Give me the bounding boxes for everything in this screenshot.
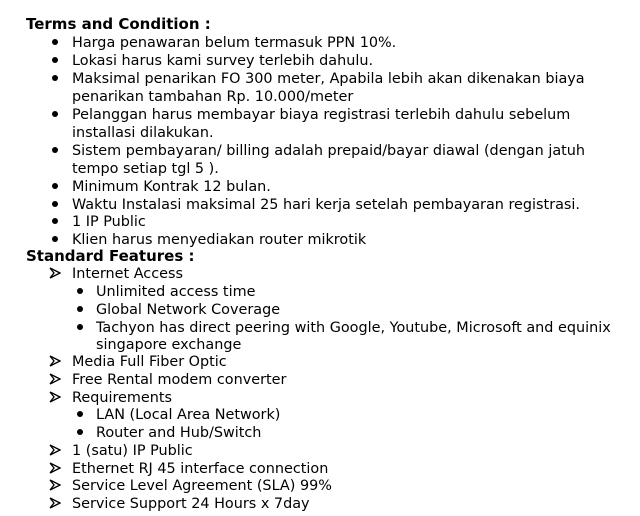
feature-requirements: Requirements (72, 390, 173, 406)
terms-item-5-line-1: Sistem pembayaran/ billing adalah prepaid/bayar diawal (dengan jatuh (72, 143, 586, 159)
terms-item-3-line-1: Maksimal penarikan FO 300 meter, Apabila lebih akan dikenakan biaya (72, 71, 585, 87)
requirements-subitem-1: LAN (Local Area Network) (96, 407, 281, 423)
terms-item-6: Minimum Kontrak 12 bulan. (72, 179, 271, 195)
internet-subitem-3-line-2: singapore exchange (96, 337, 242, 353)
bullet-icon (47, 70, 63, 88)
features-heading: Standard Features : (26, 247, 195, 265)
bullet-icon (47, 178, 63, 196)
arrow-bullet-icon (47, 495, 63, 513)
bullet-icon (72, 424, 88, 442)
bullet-icon (47, 52, 63, 70)
terms-item-9: Klien harus menyediakan router mikrotik (72, 232, 367, 248)
bullet-icon (72, 283, 88, 301)
terms-item-8: 1 IP Public (72, 214, 146, 230)
internet-subitem-3-line-1: Tachyon has direct peering with Google, Youtube, Microsoft and equinix (96, 320, 611, 336)
arrow-bullet-icon (47, 442, 63, 460)
feature-rental: Free Rental modem converter (72, 372, 287, 388)
bullet-icon (47, 106, 63, 124)
terms-item-1: Harga penawaran belum termasuk PPN 10%. (72, 35, 397, 51)
terms-heading: Terms and Condition : (26, 15, 211, 33)
terms-item-2: Lokasi harus kami survey terlebih dahulu. (72, 53, 374, 69)
bullet-icon (47, 34, 63, 52)
terms-item-5-line-2: tempo setiap tgl 5 ). (72, 161, 219, 177)
arrow-bullet-icon (47, 460, 63, 478)
feature-internet-access: Internet Access (72, 266, 183, 282)
feature-ip: 1 (satu) IP Public (72, 443, 193, 459)
internet-subitem-1: Unlimited access time (96, 284, 256, 300)
feature-media: Media Full Fiber Optic (72, 354, 227, 370)
arrow-bullet-icon (47, 389, 63, 407)
internet-subitem-2: Global Network Coverage (96, 302, 281, 318)
bullet-icon (47, 213, 63, 231)
feature-support: Service Support 24 Hours x 7day (72, 496, 310, 512)
feature-ethernet: Ethernet RJ 45 interface connection (72, 461, 329, 477)
arrow-bullet-icon (47, 353, 63, 371)
bullet-icon (72, 301, 88, 319)
terms-item-7: Waktu Instalasi maksimal 25 hari kerja setelah pembayaran registrasi. (72, 197, 580, 213)
terms-item-4-line-1: Pelanggan harus membayar biaya registrasi terlebih dahulu sebelum (72, 107, 571, 123)
arrow-bullet-icon (47, 371, 63, 389)
feature-sla: Service Level Agreement (SLA) 99% (72, 478, 332, 494)
terms-item-4-line-2: installasi dilakukan. (72, 125, 214, 141)
terms-item-3-line-2: penarikan tambahan Rp. 10.000/meter (72, 89, 354, 105)
requirements-subitem-2: Router and Hub/Switch (96, 425, 262, 441)
bullet-icon (47, 196, 63, 214)
bullet-icon (72, 319, 88, 337)
arrow-bullet-icon (47, 477, 63, 495)
arrow-bullet-icon (47, 265, 63, 283)
bullet-icon (72, 406, 88, 424)
bullet-icon (47, 142, 63, 160)
